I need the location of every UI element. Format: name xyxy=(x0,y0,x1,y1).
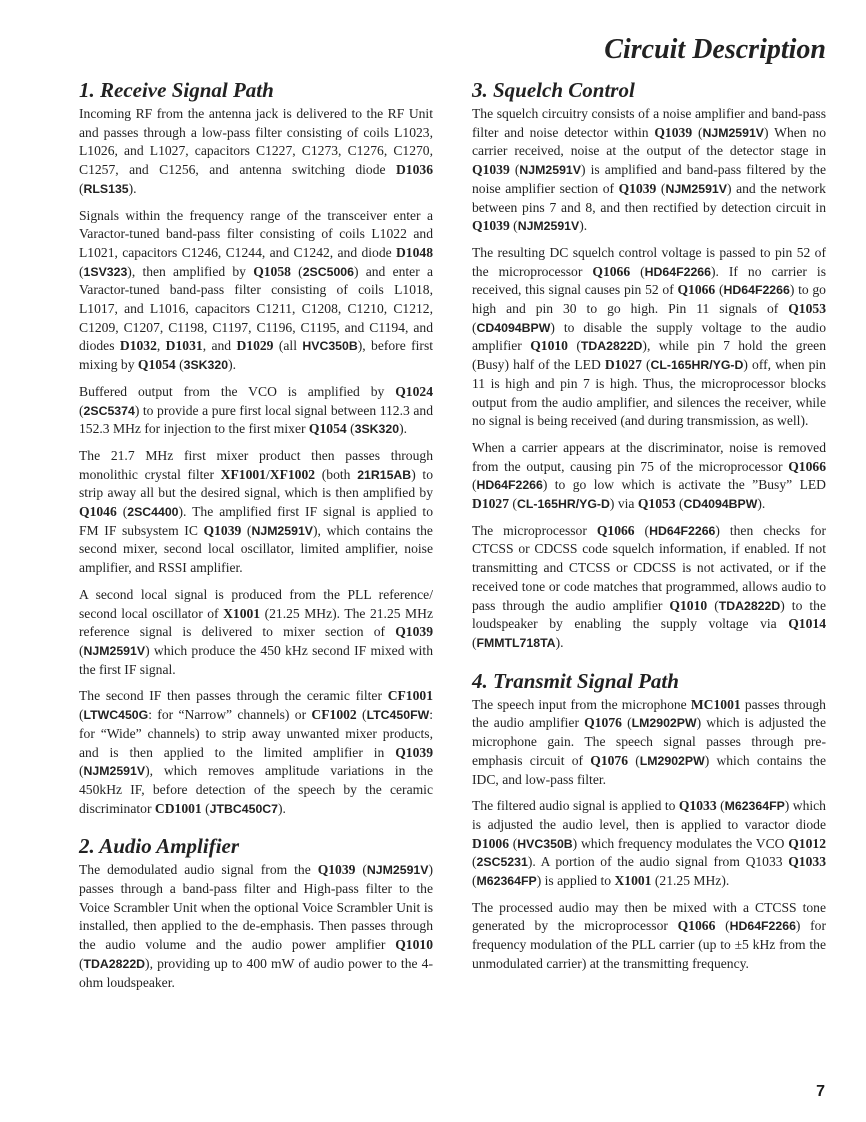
text-run: passes through the audio amplifier xyxy=(472,696,826,731)
text-run: (21.25 MHz). The 21.25 MHz reference signal is delivered to mixer section of xyxy=(79,605,433,640)
component-ref: Q1054 xyxy=(308,421,347,437)
part-number: 3SK320 xyxy=(183,358,229,373)
component-ref: Q1024 xyxy=(395,383,433,399)
part-number: NJM2591V xyxy=(83,764,146,779)
text-run: ) to go high and pin 30 to go high. Pin 11 signals of xyxy=(472,282,826,317)
text-run: The second IF then passes through the ceramic filter xyxy=(79,688,388,704)
paragraph xyxy=(472,797,826,891)
paragraph xyxy=(79,207,433,375)
text-run: ) then checks for CTCSS or CDCSS code squelch information, if enabled. If not transmitting and CTCSS or CDCSS is not activated, or if the received tone or code matches that programmed, allows audio to pass through the audio amplifier xyxy=(472,522,826,613)
text-run: ( xyxy=(628,752,640,768)
component-ref: Q1046 xyxy=(79,504,117,520)
text-run: , and xyxy=(202,338,237,354)
text-run: ). xyxy=(228,357,237,373)
text-run: ( xyxy=(567,338,581,354)
part-number: HD64F2266 xyxy=(729,919,796,934)
part-number: NJM2591V xyxy=(517,219,580,234)
section-receive-signal-path xyxy=(79,78,433,818)
text-run: ( xyxy=(692,124,703,140)
text-run: ) via xyxy=(609,496,638,512)
component-ref: Q1066 xyxy=(788,458,826,474)
part-number: HD64F2266 xyxy=(649,523,716,538)
text-run: ), before first mixing by xyxy=(79,338,434,373)
text-run: ( xyxy=(79,707,84,723)
text-run: ( xyxy=(716,798,725,814)
section-heading: 2. Audio Amplifier xyxy=(79,834,240,859)
text-run: ) and enter a Varactor-tuned band-pass filter consisting of coils L1018, L1017, and L1016, capacitors C1211, C1208, C1210, C1212, C1209, C1207, C1198, C1197, C1196, C1195, and C1194, and diodes xyxy=(79,263,433,354)
component-ref: Q1054 xyxy=(137,357,176,373)
part-number: CL-165HR/YG-D xyxy=(516,497,610,512)
text-run: ) is amplified and band-pass filtered by the noise amplifier section of xyxy=(472,162,826,196)
text-run: ). xyxy=(757,496,766,512)
text-run: ) to the loudspeaker by enabling the supply voltage via xyxy=(472,597,826,632)
text-run: ( xyxy=(241,522,252,538)
component-ref: Q1033 xyxy=(788,854,826,870)
component-ref: Q1066 xyxy=(677,282,716,298)
text-run: : for “Narrow” channels) or xyxy=(148,707,312,723)
text-run: ), then amplified by xyxy=(127,263,254,279)
paragraph xyxy=(472,522,826,653)
text-run: ( xyxy=(630,263,645,279)
text-run: ) which produce the 450 kHz second IF mixed with the first IF signal. xyxy=(79,642,433,677)
text-run: ( xyxy=(79,402,84,418)
part-number: LM2902PW xyxy=(639,753,705,768)
component-ref: XF1002 xyxy=(269,466,316,482)
component-ref: Q1010 xyxy=(530,338,568,354)
paragraph xyxy=(79,586,433,680)
text-run: ( xyxy=(355,862,367,878)
text-run: ) which is adjusted the audio level, then is applied to varactor diode xyxy=(472,798,826,832)
part-number: JTBC450C7 xyxy=(209,801,279,816)
component-ref: Q1039 xyxy=(618,180,657,196)
component-ref: MC1001 xyxy=(690,696,741,712)
component-ref: Q1033 xyxy=(678,798,717,814)
section-audio-amplifier xyxy=(79,834,433,992)
paragraph xyxy=(472,899,826,974)
paragraph xyxy=(472,696,826,790)
part-number: 3SK320 xyxy=(354,422,400,437)
component-ref: X1001 xyxy=(614,873,652,889)
part-number: LTWC450G xyxy=(83,708,149,723)
text-run: A second local signal is produced from the PLL reference/ second local oscillator of xyxy=(79,586,433,621)
component-ref: Q1039 xyxy=(203,522,242,538)
text-run: ) and the network between pins 7 and 8, and then rectified by detection circuit in xyxy=(472,180,826,215)
text-run: ( xyxy=(79,180,84,196)
part-number: CL-165HR/YG-D xyxy=(650,358,744,373)
text-run: ). xyxy=(555,634,564,650)
text-run: ) to disable the supply voltage to the audio amplifier xyxy=(472,319,826,354)
text-run: ), which removes amplitude variations in the 450kHz IF, before detection of the speech by the ceramic discriminator xyxy=(79,763,433,816)
text-run: ), providing up to 400 mW of audio power to the 4-ohm loudspeaker. xyxy=(79,955,433,990)
component-ref: D1006 xyxy=(472,835,510,851)
part-number: TDA2822D xyxy=(580,339,643,354)
paragraph xyxy=(472,105,826,236)
text-run: / xyxy=(265,466,270,482)
part-number: NJM2591V xyxy=(702,125,765,140)
text-run: ). xyxy=(399,421,408,437)
part-number: 2SC5006 xyxy=(302,264,354,279)
part-number: M62364FP xyxy=(724,799,785,814)
text-run: ( xyxy=(472,477,477,493)
text-run: (21.25 MHz). xyxy=(651,873,730,889)
text-run: (both xyxy=(315,466,358,482)
text-run: Signals within the frequency range of the transceiver enter a Varactor-tuned band-pass filter consisting of coils L1022 and L1021, capacitors C1246, C1244, and C1242, and diode xyxy=(79,207,433,260)
text-run: The microprocessor xyxy=(472,522,597,538)
text-run: The processed audio may then be mixed with a CTCSS tone generated by the microprocessor xyxy=(472,899,826,934)
text-run: The filtered audio signal is applied to xyxy=(472,798,679,814)
part-number: LM2902PW xyxy=(631,716,697,731)
text-run: ( xyxy=(116,504,128,520)
text-run: The squelch circuitry consists of a noise amplifier and band-pass filter and noise detector within xyxy=(472,106,826,140)
text-run: (all xyxy=(273,338,303,354)
text-run: ( xyxy=(675,496,684,512)
text-run: ), while pin 7 hold the green (Busy) half of the LED xyxy=(472,338,826,373)
component-ref: Q1053 xyxy=(788,301,826,317)
component-ref: D1031 xyxy=(165,338,203,354)
component-ref: Q1066 xyxy=(596,522,635,538)
component-ref: D1029 xyxy=(236,338,274,354)
text-run: ( xyxy=(715,918,730,934)
paragraph xyxy=(79,105,433,199)
part-number: HVC350B xyxy=(302,339,358,354)
component-ref: Q1076 xyxy=(590,752,629,768)
text-run: ( xyxy=(472,854,477,870)
text-run: ) to strip away all but the desired signal, which is then amplified by xyxy=(79,466,433,501)
text-run: ( xyxy=(290,263,303,279)
text-run: ). A portion of the audio signal from Q1033 xyxy=(527,854,789,870)
text-run: ) to go low which is activate the ”Busy” LED xyxy=(542,477,826,493)
part-number: 1SV323 xyxy=(83,264,128,279)
page-number: 7 xyxy=(816,1083,825,1100)
text-run: ( xyxy=(509,496,517,512)
part-number: RLS135 xyxy=(83,181,129,196)
component-ref: Q1039 xyxy=(395,624,433,640)
component-ref: Q1058 xyxy=(253,263,291,279)
text-run: ). If no carrier is received, this signal causes pin 52 of xyxy=(472,263,826,298)
text-run: ) When no carrier received, noise at the output of the detector stage in xyxy=(472,124,826,159)
component-ref: XF1001 xyxy=(220,466,266,482)
text-run: ( xyxy=(715,282,724,298)
text-run: ( xyxy=(472,319,477,335)
part-number: HD64F2266 xyxy=(476,478,543,493)
component-ref: Q1039 xyxy=(317,862,356,878)
component-ref: Q1039 xyxy=(472,218,510,234)
component-ref: Q1014 xyxy=(788,616,826,632)
component-ref: CF1002 xyxy=(311,707,357,723)
component-ref: Q1010 xyxy=(395,937,433,953)
text-run: ) passes through a band-pass filter and High-pass filter to the Voice Scrambler Unit when the optional Voice Scrambler Unit is installed, then applied to the de-emphasis. Then passes through the audio volume and the audio power amplifier xyxy=(79,862,433,953)
part-number: NJM2591V xyxy=(366,863,429,878)
text-run: ( xyxy=(201,800,210,816)
component-ref: Q1010 xyxy=(669,597,708,613)
text-run: ) to provide a pure first local signal between 112.3 and 152.3 MHz for injection to the first mixer xyxy=(79,402,433,437)
part-number: 2SC4400 xyxy=(127,505,179,520)
text-run: ( xyxy=(79,642,84,658)
right-column xyxy=(472,78,826,982)
text-run: The resulting DC squelch control voltage is passed to pin 52 of the microprocessor xyxy=(472,244,826,279)
text-run: The speech input from the microphone xyxy=(472,696,691,712)
section-transmit-signal-path xyxy=(472,669,826,974)
part-number: 21R15AB xyxy=(357,467,412,482)
part-number: NJM2591V xyxy=(519,163,581,178)
text-run: ( xyxy=(641,357,651,373)
paragraph xyxy=(79,447,433,578)
text-run: ( xyxy=(356,707,367,723)
part-number: HD64F2266 xyxy=(723,283,790,298)
text-run: ( xyxy=(79,763,84,779)
section-heading: 3. Squelch Control xyxy=(472,78,635,102)
text-run: ( xyxy=(175,357,184,373)
text-run: ( xyxy=(346,421,355,437)
part-number: FMMTL718TA xyxy=(476,635,556,650)
text-run: ( xyxy=(509,218,518,234)
paragraph xyxy=(79,861,433,992)
text-run: The demodulated audio signal from the xyxy=(79,862,318,878)
section-squelch-control xyxy=(472,78,826,653)
component-ref: X1001 xyxy=(223,605,261,621)
text-run: The 21.7 MHz first mixer product then passes through monolithic crystal filter xyxy=(79,447,433,482)
text-run: ( xyxy=(656,180,666,196)
part-number: CD4094BPW xyxy=(476,320,551,335)
component-ref: Q1039 xyxy=(395,744,433,760)
section-heading: 4. Transmit Signal Path xyxy=(472,668,679,693)
text-run: ( xyxy=(707,597,719,613)
part-number: TDA2822D xyxy=(718,598,781,613)
text-run: ). The amplified first IF signal is applied to FM IF subsystem IC xyxy=(79,504,433,538)
paragraph xyxy=(472,244,826,431)
text-run: ( xyxy=(509,162,520,178)
text-run: ) which is adjusted the microphone gain. The speech signal passes through pre-emphasis circuit of xyxy=(472,715,826,768)
text-run: ), which contains the second mixer, second local oscillator, limited amplifier, noise amplifier, and RSSI amplifier. xyxy=(79,522,433,576)
component-ref: D1048 xyxy=(395,244,433,260)
part-number: NJM2591V xyxy=(83,643,146,658)
component-ref: D1027 xyxy=(604,357,642,373)
paragraph xyxy=(79,383,433,439)
text-run: Incoming RF from the antenna jack is delivered to the RF Unit and passes through a low-pass filter consisting of coils L1023, L1026, and L1027, capacitors C1227, C1273, C1276, C1270, C1257, and C1256, and antenna switching diode xyxy=(79,106,433,178)
component-ref: D1036 xyxy=(395,162,433,178)
text-run: ) is applied to xyxy=(536,873,615,889)
component-ref: CD1001 xyxy=(154,800,202,816)
text-run: ( xyxy=(79,955,84,971)
text-run: ). xyxy=(278,800,286,816)
text-run: Buffered output from the VCO is amplified by xyxy=(79,383,396,399)
part-number: HVC350B xyxy=(517,836,573,851)
paragraph xyxy=(472,439,826,514)
component-ref: Q1053 xyxy=(637,496,676,512)
text-run: ( xyxy=(621,715,632,731)
component-ref: D1032 xyxy=(119,338,157,354)
paragraph xyxy=(79,687,433,818)
part-number: CD4094BPW xyxy=(683,497,758,512)
text-run: : for “Wide” channels) to strip away unwanted mixer products, and is then applied to the limited amplifier in xyxy=(79,707,433,760)
left-column xyxy=(79,78,433,1000)
part-number: NJM2591V xyxy=(665,181,727,196)
text-run: ) which frequency modulates the VCO xyxy=(572,835,789,851)
part-number: TDA2822D xyxy=(83,956,146,971)
text-run: ( xyxy=(509,835,518,851)
component-ref: D1027 xyxy=(472,496,510,512)
section-heading: 1. Receive Signal Path xyxy=(79,78,274,102)
text-run: , xyxy=(156,338,166,354)
text-run: ) which contains the IDC, and low-pass filter. xyxy=(472,752,826,787)
component-ref: Q1039 xyxy=(472,162,510,178)
component-ref: Q1066 xyxy=(592,263,631,279)
component-ref: CF1001 xyxy=(387,688,433,704)
component-ref: Q1012 xyxy=(788,835,826,851)
text-run: ). xyxy=(128,180,137,196)
page-title: Circuit Description xyxy=(604,34,826,65)
text-run: ( xyxy=(472,873,477,889)
part-number: M62364FP xyxy=(476,874,537,889)
part-number: NJM2591V xyxy=(251,523,313,538)
component-ref: Q1066 xyxy=(677,918,716,934)
text-run: ) off, when pin 11 is high and pin 7 is high. Thus, the microprocessor blocks output from the audio amplifier, and silences the receiver, while no signal is being received (and during transmission, as well). xyxy=(472,357,826,429)
text-run: ( xyxy=(634,522,650,538)
text-run: ) for frequency modulation of the PLL carrier (up to ±5 kHz from the unmodulated carrier) at the transmitting frequency. xyxy=(472,918,826,971)
component-ref: Q1076 xyxy=(584,715,622,731)
part-number: LTC450FW xyxy=(366,708,430,723)
component-ref: Q1039 xyxy=(654,124,693,140)
part-number: 2SC5231 xyxy=(476,855,528,870)
part-number: HD64F2266 xyxy=(644,264,711,279)
text-run: ). xyxy=(579,218,588,234)
text-run: ( xyxy=(79,263,84,279)
text-run: When a carrier appears at the discriminator, noise is removed from the output, causing pin 75 of the microprocessor xyxy=(472,439,826,474)
text-run: ( xyxy=(472,634,477,650)
part-number: 2SC5374 xyxy=(83,403,135,418)
